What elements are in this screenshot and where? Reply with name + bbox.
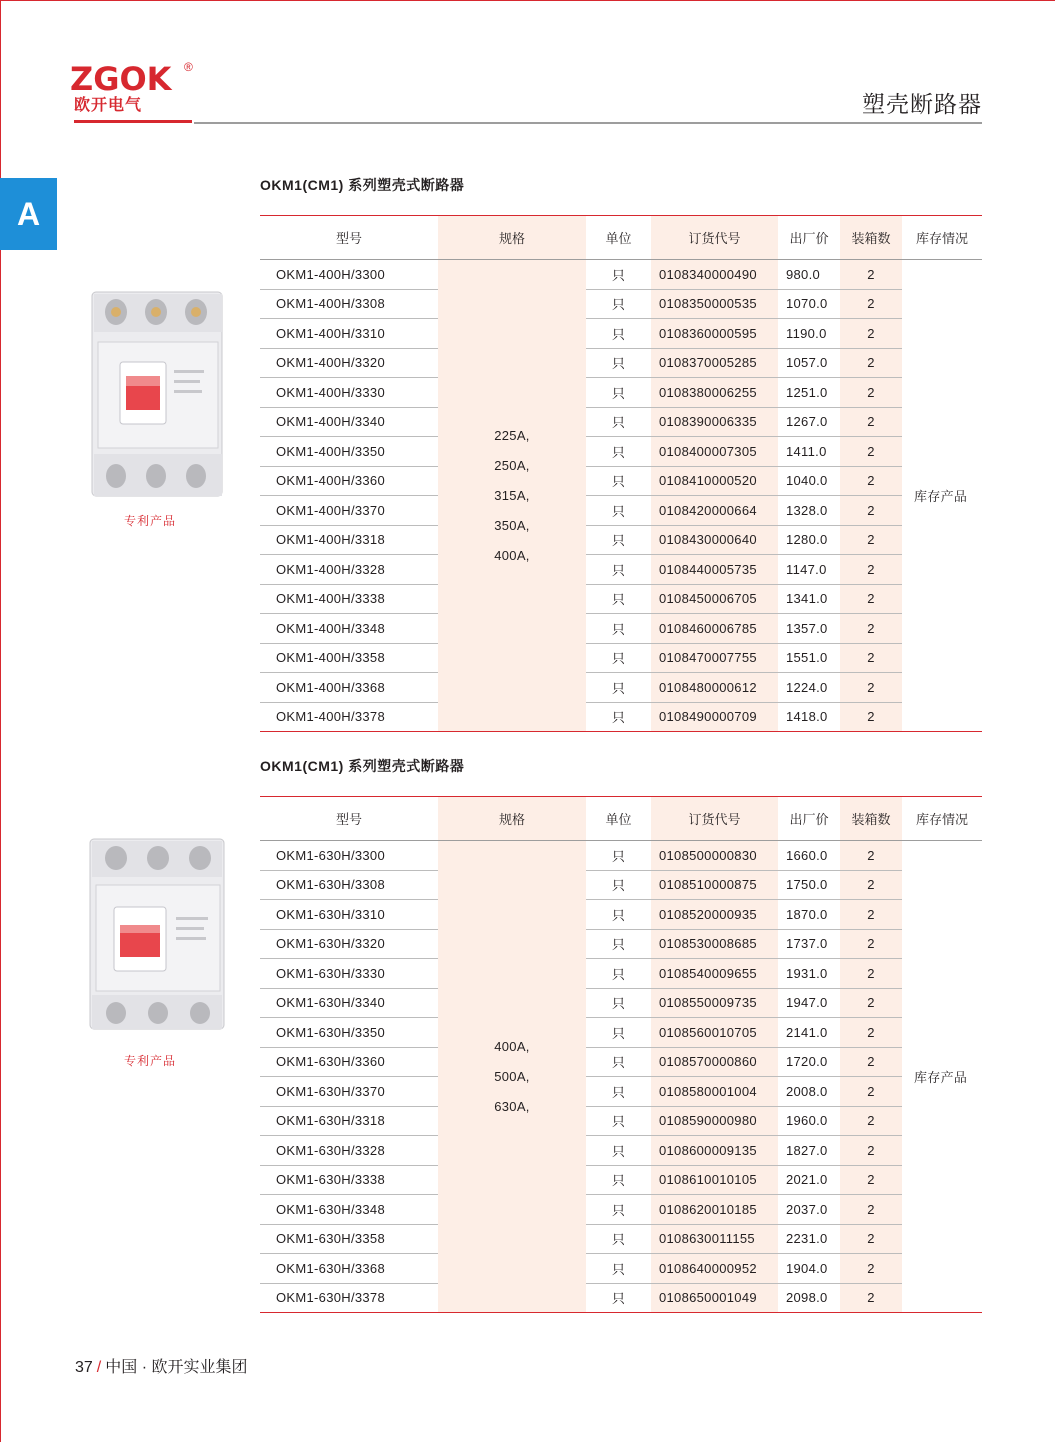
table-row [260, 437, 982, 467]
table-row [260, 1018, 982, 1048]
cell-spec [438, 260, 586, 732]
cell-price: 1904.0 [778, 1254, 840, 1284]
page-number: 37 [75, 1359, 93, 1376]
cell-model: OKM1-400H/3310 [260, 319, 438, 349]
cell-unit: 只 [586, 702, 651, 732]
footer-company: 中国 · 欧开实业集团 [105, 1359, 248, 1376]
table-row [260, 1283, 982, 1313]
cell-order-code: 0108520000935 [651, 900, 778, 930]
table-row [260, 673, 982, 703]
cell-model: OKM1-400H/3328 [260, 555, 438, 585]
table-row [260, 584, 982, 614]
cell-box-qty: 2 [840, 260, 902, 290]
cell-box-qty: 2 [840, 1195, 902, 1225]
spec-line: 225A, [494, 427, 530, 443]
patent-label-2: 专利产品 [124, 1054, 177, 1068]
cell-order-code: 0108540009655 [651, 959, 778, 989]
table-row [260, 929, 982, 959]
cell-price: 1750.0 [778, 870, 840, 900]
cell-box-qty: 2 [840, 525, 902, 555]
section-title-2: OKM1(CM1) 系列塑壳式断路器 [260, 758, 465, 774]
cell-order-code: 0108420000664 [651, 496, 778, 526]
spec-line: 500A, [494, 1068, 530, 1084]
cell-unit: 只 [586, 319, 651, 349]
cell-unit: 只 [586, 1018, 651, 1048]
cell-unit: 只 [586, 1224, 651, 1254]
cell-price: 2037.0 [778, 1195, 840, 1225]
cell-unit: 只 [586, 841, 651, 871]
cell-order-code: 0108570000860 [651, 1047, 778, 1077]
col-stock: 库存情况 [902, 216, 982, 260]
table-row [260, 1077, 982, 1107]
cell-price: 1960.0 [778, 1106, 840, 1136]
top-edge-line [0, 0, 1055, 1]
cell-unit: 只 [586, 988, 651, 1018]
cell-box-qty: 2 [840, 437, 902, 467]
table-header-row [260, 216, 982, 260]
cell-box-qty: 2 [840, 929, 902, 959]
section-title-1: OKM1(CM1) 系列塑壳式断路器 [260, 177, 465, 193]
cell-order-code: 0108380006255 [651, 378, 778, 408]
cell-unit: 只 [586, 348, 651, 378]
cell-model: OKM1-400H/3348 [260, 614, 438, 644]
cell-price: 1147.0 [778, 555, 840, 585]
cell-unit: 只 [586, 584, 651, 614]
cell-order-code: 0108580001004 [651, 1077, 778, 1107]
table-row [260, 525, 982, 555]
cell-model: OKM1-400H/3350 [260, 437, 438, 467]
cell-unit: 只 [586, 929, 651, 959]
table-row [260, 407, 982, 437]
table-row [260, 260, 982, 290]
cell-price: 2141.0 [778, 1018, 840, 1048]
cell-order-code: 0108510000875 [651, 870, 778, 900]
cell-box-qty: 2 [840, 959, 902, 989]
table-row [260, 319, 982, 349]
cell-model: OKM1-630H/3328 [260, 1136, 438, 1166]
cell-model: OKM1-630H/3378 [260, 1283, 438, 1313]
cell-order-code: 0108600009135 [651, 1136, 778, 1166]
cell-order-code: 0108460006785 [651, 614, 778, 644]
cell-unit: 只 [586, 466, 651, 496]
section-tab: A [0, 178, 57, 250]
cell-unit: 只 [586, 555, 651, 585]
cell-order-code: 0108340000490 [651, 260, 778, 290]
cell-unit: 只 [586, 614, 651, 644]
spec-line: 315A, [494, 487, 530, 503]
table-row [260, 1224, 982, 1254]
cell-order-code: 0108430000640 [651, 525, 778, 555]
cell-price: 1931.0 [778, 959, 840, 989]
cell-model: OKM1-630H/3318 [260, 1106, 438, 1136]
cell-model: OKM1-400H/3318 [260, 525, 438, 555]
table-row [260, 348, 982, 378]
col-model: 型号 [260, 797, 438, 841]
cell-order-code: 0108480000612 [651, 673, 778, 703]
cell-model: OKM1-400H/3378 [260, 702, 438, 732]
cell-unit: 只 [586, 1195, 651, 1225]
cell-order-code: 0108490000709 [651, 702, 778, 732]
category-title: 塑壳断路器 [862, 91, 982, 117]
cell-box-qty: 2 [840, 1165, 902, 1195]
page-footer [75, 1354, 247, 1377]
cell-model: OKM1-630H/3358 [260, 1224, 438, 1254]
cell-unit: 只 [586, 900, 651, 930]
col-order-code: 订货代号 [651, 216, 778, 260]
cell-model: OKM1-630H/3348 [260, 1195, 438, 1225]
cell-model: OKM1-400H/3360 [260, 466, 438, 496]
cell-box-qty: 2 [840, 870, 902, 900]
table-row [260, 988, 982, 1018]
cell-unit: 只 [586, 260, 651, 290]
cell-box-qty: 2 [840, 673, 902, 703]
cell-box-qty: 2 [840, 319, 902, 349]
cell-unit: 只 [586, 289, 651, 319]
cell-order-code: 0108630011155 [651, 1224, 778, 1254]
table-row [260, 959, 982, 989]
cell-unit: 只 [586, 643, 651, 673]
cell-order-code: 0108500000830 [651, 841, 778, 871]
cell-model: OKM1-400H/3358 [260, 643, 438, 673]
cell-box-qty: 2 [840, 407, 902, 437]
table-row [260, 841, 982, 871]
cell-price: 1551.0 [778, 643, 840, 673]
cell-model: OKM1-630H/3330 [260, 959, 438, 989]
cell-order-code: 0108470007755 [651, 643, 778, 673]
table-body-1 [260, 260, 982, 732]
cell-price: 1660.0 [778, 841, 840, 871]
cell-price: 1737.0 [778, 929, 840, 959]
cell-unit: 只 [586, 496, 651, 526]
cell-model: OKM1-400H/3338 [260, 584, 438, 614]
col-model: 型号 [260, 216, 438, 260]
cell-box-qty: 2 [840, 378, 902, 408]
patent-label-1: 专利产品 [124, 514, 177, 528]
cell-order-code: 0108440005735 [651, 555, 778, 585]
cell-price: 1057.0 [778, 348, 840, 378]
table-row [260, 555, 982, 585]
cell-price: 1411.0 [778, 437, 840, 467]
cell-box-qty: 2 [840, 988, 902, 1018]
cell-model: OKM1-400H/3368 [260, 673, 438, 703]
col-price: 出厂价 [778, 216, 840, 260]
header-rule [194, 122, 982, 124]
cell-order-code: 0108350000535 [651, 289, 778, 319]
cell-box-qty: 2 [840, 1077, 902, 1107]
cell-model: OKM1-630H/3300 [260, 841, 438, 871]
cell-model: OKM1-400H/3300 [260, 260, 438, 290]
cell-price: 1720.0 [778, 1047, 840, 1077]
cell-price: 2098.0 [778, 1283, 840, 1313]
table-row [260, 900, 982, 930]
cell-unit: 只 [586, 1283, 651, 1313]
cell-price: 1040.0 [778, 466, 840, 496]
cell-spec [438, 841, 586, 1313]
table-row [260, 289, 982, 319]
table-row [260, 496, 982, 526]
cell-model: OKM1-630H/3338 [260, 1165, 438, 1195]
table-row [260, 1254, 982, 1284]
table-row [260, 1047, 982, 1077]
cell-model: OKM1-630H/3368 [260, 1254, 438, 1284]
cell-model: OKM1-400H/3308 [260, 289, 438, 319]
spec-table-2 [260, 796, 982, 1313]
col-box-qty: 装箱数 [840, 216, 902, 260]
cell-price: 1357.0 [778, 614, 840, 644]
cell-model: OKM1-630H/3310 [260, 900, 438, 930]
table-row [260, 1106, 982, 1136]
cell-box-qty: 2 [840, 1254, 902, 1284]
col-unit: 单位 [586, 216, 651, 260]
cell-order-code: 0108360000595 [651, 319, 778, 349]
cell-unit: 只 [586, 1047, 651, 1077]
cell-price: 1870.0 [778, 900, 840, 930]
table-row [260, 378, 982, 408]
cell-price: 1947.0 [778, 988, 840, 1018]
cell-box-qty: 2 [840, 496, 902, 526]
cell-order-code: 0108450006705 [651, 584, 778, 614]
cell-order-code: 0108590000980 [651, 1106, 778, 1136]
spec-line: 250A, [494, 457, 530, 473]
cell-unit: 只 [586, 959, 651, 989]
cell-box-qty: 2 [840, 555, 902, 585]
cell-box-qty: 2 [840, 1283, 902, 1313]
logo-name-cn: 欧开电气 [74, 97, 143, 114]
cell-unit: 只 [586, 1254, 651, 1284]
cell-price: 2231.0 [778, 1224, 840, 1254]
cell-order-code: 0108560010705 [651, 1018, 778, 1048]
cell-model: OKM1-400H/3370 [260, 496, 438, 526]
cell-order-code: 0108650001049 [651, 1283, 778, 1313]
col-price: 出厂价 [778, 797, 840, 841]
table-row [260, 870, 982, 900]
cell-price: 1418.0 [778, 702, 840, 732]
cell-order-code: 0108620010185 [651, 1195, 778, 1225]
col-spec: 规格 [438, 216, 586, 260]
spec-line: 630A, [494, 1098, 530, 1114]
cell-order-code: 0108410000520 [651, 466, 778, 496]
cell-price: 1070.0 [778, 289, 840, 319]
cell-unit: 只 [586, 1077, 651, 1107]
cell-unit: 只 [586, 378, 651, 408]
cell-unit: 只 [586, 1165, 651, 1195]
col-stock: 库存情况 [902, 797, 982, 841]
cell-price: 1267.0 [778, 407, 840, 437]
cell-box-qty: 2 [840, 289, 902, 319]
col-box-qty: 装箱数 [840, 797, 902, 841]
cell-order-code: 0108530008685 [651, 929, 778, 959]
cell-unit: 只 [586, 437, 651, 467]
cell-box-qty: 2 [840, 1106, 902, 1136]
cell-model: OKM1-630H/3320 [260, 929, 438, 959]
table-header-row [260, 797, 982, 841]
cell-unit: 只 [586, 1136, 651, 1166]
cell-unit: 只 [586, 407, 651, 437]
cell-box-qty: 2 [840, 584, 902, 614]
cell-price: 1328.0 [778, 496, 840, 526]
cell-stock: 库存产品 [902, 260, 982, 732]
logo-underline [74, 120, 192, 123]
table-row [260, 466, 982, 496]
cell-box-qty: 2 [840, 643, 902, 673]
cell-model: OKM1-630H/3350 [260, 1018, 438, 1048]
cell-box-qty: 2 [840, 702, 902, 732]
footer-slash: / [96, 1359, 102, 1376]
cell-box-qty: 2 [840, 841, 902, 871]
cell-unit: 只 [586, 673, 651, 703]
cell-box-qty: 2 [840, 1018, 902, 1048]
cell-price: 1251.0 [778, 378, 840, 408]
cell-price: 1827.0 [778, 1136, 840, 1166]
cell-price: 1280.0 [778, 525, 840, 555]
table-row [260, 1195, 982, 1225]
logo-registered-mark: ® [184, 60, 193, 74]
cell-price: 2021.0 [778, 1165, 840, 1195]
cell-order-code: 0108390006335 [651, 407, 778, 437]
table-row [260, 1136, 982, 1166]
cell-unit: 只 [586, 870, 651, 900]
breaker-400-image [90, 290, 226, 500]
cell-model: OKM1-400H/3340 [260, 407, 438, 437]
cell-model: OKM1-400H/3320 [260, 348, 438, 378]
table-body-2 [260, 841, 982, 1313]
table-row [260, 614, 982, 644]
col-unit: 单位 [586, 797, 651, 841]
cell-box-qty: 2 [840, 1047, 902, 1077]
cell-box-qty: 2 [840, 900, 902, 930]
cell-model: OKM1-630H/3370 [260, 1077, 438, 1107]
cell-stock: 库存产品 [902, 841, 982, 1313]
cell-order-code: 0108640000952 [651, 1254, 778, 1284]
breaker-630-image [88, 837, 228, 1033]
cell-unit: 只 [586, 525, 651, 555]
cell-box-qty: 2 [840, 614, 902, 644]
cell-unit: 只 [586, 1106, 651, 1136]
cell-box-qty: 2 [840, 348, 902, 378]
logo-brand: ZGOK [70, 60, 172, 98]
cell-model: OKM1-630H/3360 [260, 1047, 438, 1077]
cell-box-qty: 2 [840, 1224, 902, 1254]
cell-model: OKM1-400H/3330 [260, 378, 438, 408]
table-row [260, 702, 982, 732]
table-row [260, 1165, 982, 1195]
brand-logo [70, 62, 200, 126]
cell-order-code: 0108370005285 [651, 348, 778, 378]
cell-price: 1224.0 [778, 673, 840, 703]
spec-line: 400A, [494, 1038, 530, 1054]
spec-table-1 [260, 215, 982, 732]
cell-order-code: 0108400007305 [651, 437, 778, 467]
spec-line: 350A, [494, 517, 530, 533]
cell-model: OKM1-630H/3308 [260, 870, 438, 900]
cell-model: OKM1-630H/3340 [260, 988, 438, 1018]
spec-line: 400A, [494, 547, 530, 563]
cell-box-qty: 2 [840, 466, 902, 496]
cell-price: 1190.0 [778, 319, 840, 349]
cell-price: 1341.0 [778, 584, 840, 614]
table-row [260, 643, 982, 673]
cell-price: 2008.0 [778, 1077, 840, 1107]
cell-price: 980.0 [778, 260, 840, 290]
col-spec: 规格 [438, 797, 586, 841]
cell-order-code: 0108550009735 [651, 988, 778, 1018]
cell-box-qty: 2 [840, 1136, 902, 1166]
col-order-code: 订货代号 [651, 797, 778, 841]
cell-order-code: 0108610010105 [651, 1165, 778, 1195]
